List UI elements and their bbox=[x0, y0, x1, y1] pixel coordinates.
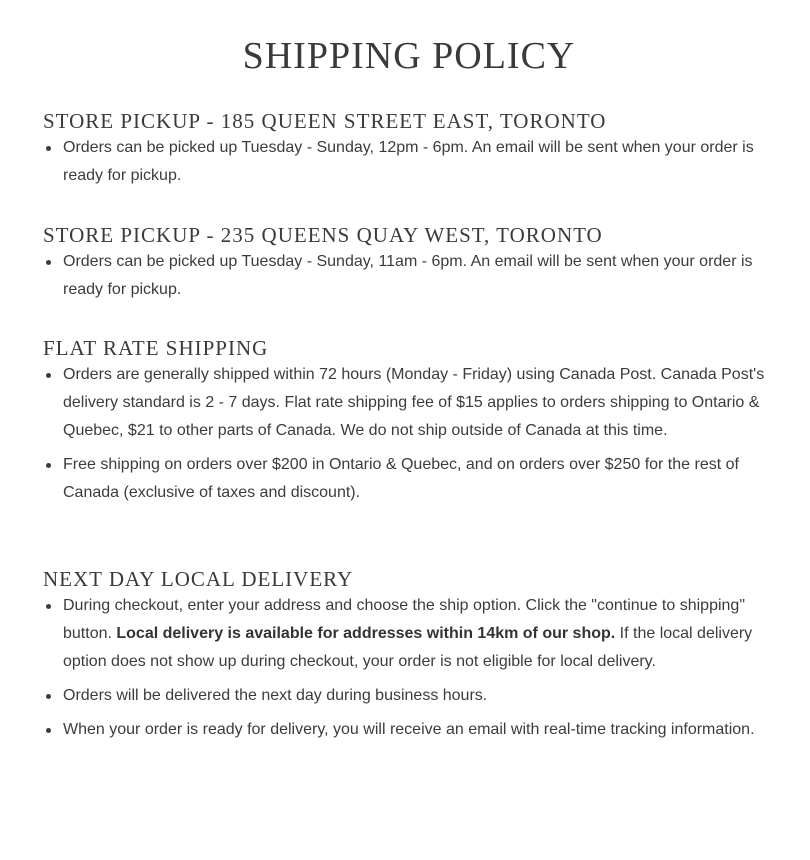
list-item bbox=[43, 248, 783, 304]
list-item-text-after: If the local delivery option does not show up during checkout, your order is not eligible for local delivery. bbox=[63, 625, 753, 670]
list-item bbox=[43, 451, 783, 507]
bullet-icon bbox=[46, 728, 51, 733]
list-item bbox=[43, 682, 783, 710]
section-store-pickup-queens-quay bbox=[43, 222, 783, 304]
bullet-icon bbox=[46, 146, 51, 151]
section-flat-rate-shipping bbox=[43, 335, 783, 507]
list-item-text-before: During checkout, enter your address and choose the ship option. Click the "continue to shipping" button. bbox=[63, 597, 745, 642]
list-item bbox=[43, 716, 783, 744]
list-item-text: Orders can be picked up Tuesday - Sunday, 12pm - 6pm. An email will be sent when your order is ready for pickup. bbox=[63, 139, 754, 184]
list-item bbox=[43, 361, 783, 445]
list-item-text: When your order is ready for delivery, you will receive an email with real-time tracking information. bbox=[63, 721, 755, 738]
list-item-text: Orders will be delivered the next day during business hours. bbox=[63, 687, 488, 704]
page-title: SHIPPING POLICY bbox=[242, 35, 576, 77]
section-heading: STORE PICKUP - 185 QUEEN STREET EAST, TORONTO bbox=[43, 109, 607, 133]
bullet-icon bbox=[46, 373, 51, 378]
list-item-bold-text: Local delivery is available for addresses within 14km of our shop. bbox=[116, 625, 616, 642]
list-item-text: Free shipping on orders over $200 in Ontario & Quebec, and on orders over $250 for the rest of Canada (exclusive of taxes and discount). bbox=[63, 456, 739, 501]
section-store-pickup-queen-east bbox=[43, 108, 783, 190]
bullet-icon bbox=[46, 694, 51, 699]
bullet-icon bbox=[46, 604, 51, 609]
list-item-text: Orders can be picked up Tuesday - Sunday, 11am - 6pm. An email will be sent when your order is ready for pickup. bbox=[63, 253, 753, 298]
list-item bbox=[43, 592, 783, 676]
bullet-icon bbox=[46, 260, 51, 265]
section-heading: FLAT RATE SHIPPING bbox=[43, 336, 269, 360]
bullet-list bbox=[43, 592, 783, 744]
section-heading: STORE PICKUP - 235 QUEENS QUAY WEST, TORONTO bbox=[43, 223, 603, 247]
bullet-icon bbox=[46, 463, 51, 468]
bullet-list bbox=[43, 361, 783, 507]
bullet-list bbox=[43, 134, 783, 190]
list-item-text: Orders are generally shipped within 72 hours (Monday - Friday) using Canada Post. Canada Post's delivery standard is 2 - 7 days. Flat rate shipping fee of $15 applies to orders shipping to Ontario & Quebec, $21 to other parts of Canada. We do not ship outside of Canada at this time. bbox=[63, 366, 765, 439]
list-item bbox=[43, 134, 783, 190]
bullet-list bbox=[43, 248, 783, 304]
section-next-day-local-delivery bbox=[43, 566, 783, 744]
section-heading: NEXT DAY LOCAL DELIVERY bbox=[43, 567, 354, 591]
